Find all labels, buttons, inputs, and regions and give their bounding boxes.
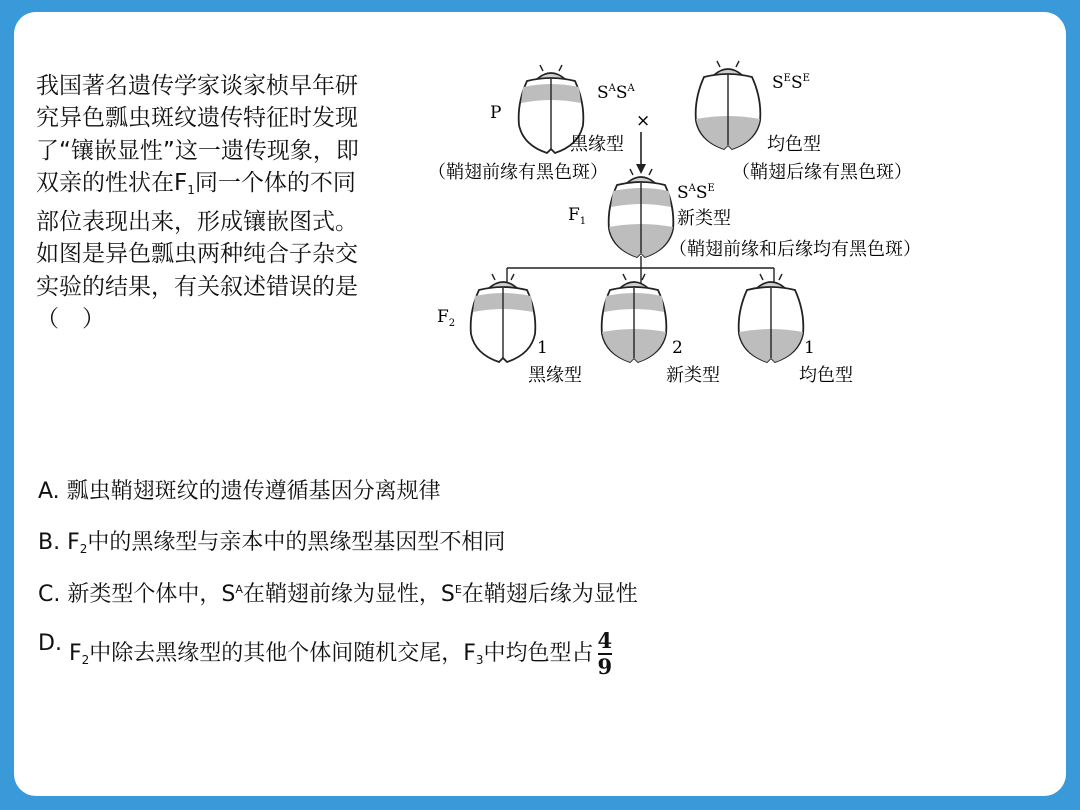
f1-phenotype: 新类型 xyxy=(677,208,731,229)
f2-beetle-uniform-icon xyxy=(739,274,804,362)
f1-label: $F_1$ xyxy=(568,205,587,227)
stem-text-1: 我国著名遗传学家谈家桢早年研究异色瓢虫斑纹遗传特征时发现了“镶嵌显性”这一遗传现象，即双亲的性状在F xyxy=(36,73,359,196)
f2-phenotype-3: 均色型 xyxy=(799,365,853,386)
option-c[interactable] xyxy=(38,577,638,608)
option-b[interactable] xyxy=(38,525,505,556)
stem-text-2: 同一个体的不同部位表现出来，形成镶嵌图式。如图是异色瓢虫两种纯合子杂交实验的结果，有关叙述错误的是（ ） xyxy=(36,169,358,333)
option-b-text: $F_2$中的黑缘型与亲本中的黑缘型基因型不相同 xyxy=(67,530,506,556)
parent1-description: （鞘翅前缘有黑色斑） xyxy=(428,162,608,183)
option-d[interactable] xyxy=(38,630,612,678)
f2-ratio-3: 1 xyxy=(804,338,815,358)
fraction-four-ninths: $\frac{4}{9}$ xyxy=(597,628,613,679)
parent1-phenotype: 黑缘型 xyxy=(570,134,624,155)
f1-beetle-icon xyxy=(609,169,674,257)
option-a-text: 瓢虫鞘翅斑纹的遗传遵循基因分离规律 xyxy=(66,479,441,504)
option-d-letter: D. xyxy=(38,631,62,656)
option-d-text: $F_2$中除去黑缘型的其他个体间随机交尾，$F_3$中均色型占 $\frac{4}{9}$ xyxy=(68,628,613,679)
parent2-description: （鞘翅后缘有黑色斑） xyxy=(732,162,912,183)
f2-label: $F_2$ xyxy=(437,307,456,329)
arrow-down-icon xyxy=(636,132,646,174)
parent1-genotype: $S^AS^A$ xyxy=(597,83,635,103)
option-a[interactable] xyxy=(38,474,441,505)
f1-genotype: $S^AS^E$ xyxy=(677,183,715,203)
option-c-text: 新类型个体中，$S^A$在鞘翅前缘为显性，$S^E$在鞘翅后缘为显性 xyxy=(67,582,638,607)
stem-subscript: 1 xyxy=(187,182,195,197)
option-a-letter: A. xyxy=(38,479,60,504)
f2-beetle-new-type-icon xyxy=(602,274,667,362)
f1-description: （鞘翅前缘和后缘均有黑色斑） xyxy=(669,239,921,260)
p-label: P xyxy=(490,103,502,123)
f2-connector xyxy=(507,256,774,284)
f2-ratio-1: 1 xyxy=(537,338,548,358)
cross-symbol: × xyxy=(636,111,651,131)
option-b-letter: B. xyxy=(38,530,61,555)
parent2-phenotype: 均色型 xyxy=(767,134,821,155)
option-c-letter: C. xyxy=(38,582,61,607)
f2-ratio-2: 2 xyxy=(672,338,683,358)
f2-phenotype-1: 黑缘型 xyxy=(528,365,582,386)
parent2-genotype: $S^ES^E$ xyxy=(772,73,810,93)
f2-beetle-black-edge-icon xyxy=(471,274,536,362)
f2-phenotype-2: 新类型 xyxy=(666,365,720,386)
parent2-beetle-icon xyxy=(696,61,761,149)
